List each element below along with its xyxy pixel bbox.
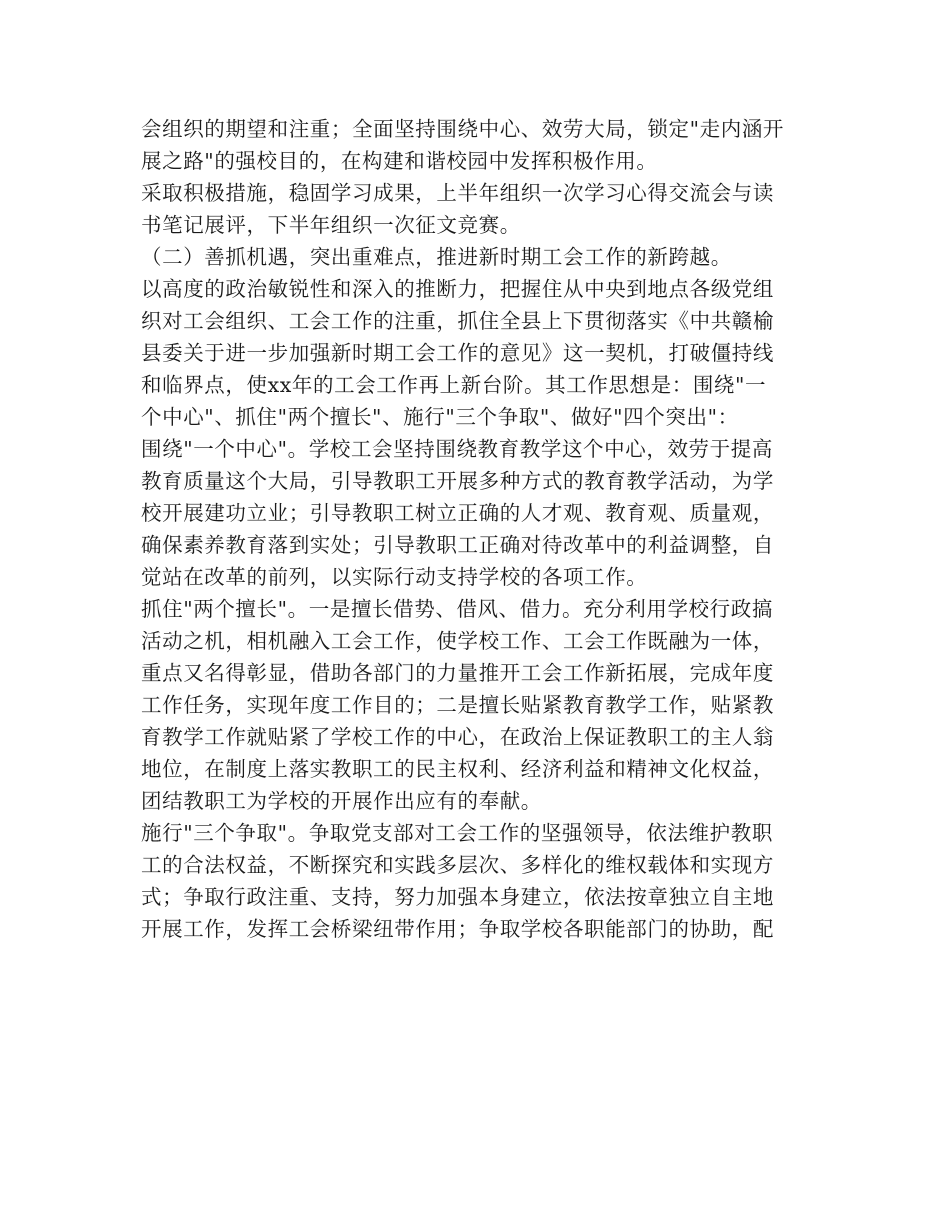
text-line: 织对工会组织、工会工作的注重，抓住全县上下贯彻落实《中共赣榆: [141, 309, 774, 333]
text-line: 觉站在改革的前列，以实际行动支持学校的各项工作。: [141, 565, 648, 589]
text-line: 式；争取行政注重、支持，努力加强本身建立，依法按章独立自主地: [141, 885, 774, 909]
text-line: 活动之机，相机融入工会工作，使学校工作、工会工作既融为一体，: [141, 629, 774, 653]
text-line: 团结教职工为学校的开展作出应有的奉献。: [141, 789, 542, 813]
text-line: 抓住"两个擅长"。一是擅长借势、借风、借力。充分利用学校行政搞: [141, 597, 773, 621]
section-heading: （二）善抓机遇，突出重难点，推进新时期工会工作的新跨越。: [141, 245, 732, 269]
text-line: 书笔记展评，下半年组织一次征文竞赛。: [141, 213, 521, 237]
text-line: 工的合法权益，不断探究和实践多层次、多样化的维权载体和实现方: [141, 853, 774, 877]
text-line: 个中心"、抓住"两个擅长"、施行"三个争取"、做好"四个突出"：: [141, 405, 739, 429]
text-line: 施行"三个争取"。争取党支部对工会工作的坚强领导，依法维护教职: [141, 821, 773, 845]
text-line: 展之路"的强校目的，在构建和谐校园中发挥积极作用。: [141, 149, 658, 173]
text-line: 县委关于进一步加强新时期工会工作的意见》这一契机，打破僵持线: [141, 341, 774, 365]
text-line: 工作任务，实现年度工作目的；二是擅长贴紧教育教学工作，贴紧教: [141, 693, 774, 717]
text-line: 育教学工作就贴紧了学校工作的中心，在政治上保证教职工的主人翁: [141, 725, 774, 749]
text-line: 开展工作，发挥工会桥梁纽带作用；争取学校各职能部门的协助，配: [141, 917, 774, 941]
text-line: 采取积极措施，稳固学习成果，上半年组织一次学习心得交流会与读: [141, 181, 774, 205]
text-line: 和临界点，使xx年的工会工作再上新台阶。其工作思想是：围绕"一: [141, 373, 767, 397]
document-body: [141, 113, 813, 945]
text-line: 重点又名得彰显，借助各部门的力量推开工会工作新拓展，完成年度: [141, 661, 774, 685]
text-line: 以高度的政治敏锐性和深入的推断力，把握住从中央到地点各级党组: [141, 277, 774, 301]
text-line: 围绕"一个中心"。学校工会坚持围绕教育教学这个中心，效劳于提高: [141, 437, 773, 461]
text-line: 确保素养教育落到实处；引导教职工正确对待改革中的利益调整，自: [141, 533, 774, 557]
text-line: 校开展建功立业；引导教职工树立正确的人才观、教育观、质量观，: [141, 501, 774, 525]
text-line: 教育质量这个大局，引导教职工开展多种方式的教育教学活动，为学: [141, 469, 774, 493]
text-line: 会组织的期望和注重；全面坚持围绕中心、效劳大局，锁定"走内涵开: [141, 117, 785, 141]
text-line: 地位，在制度上落实教职工的民主权利、经济利益和精神文化权益，: [141, 757, 774, 781]
